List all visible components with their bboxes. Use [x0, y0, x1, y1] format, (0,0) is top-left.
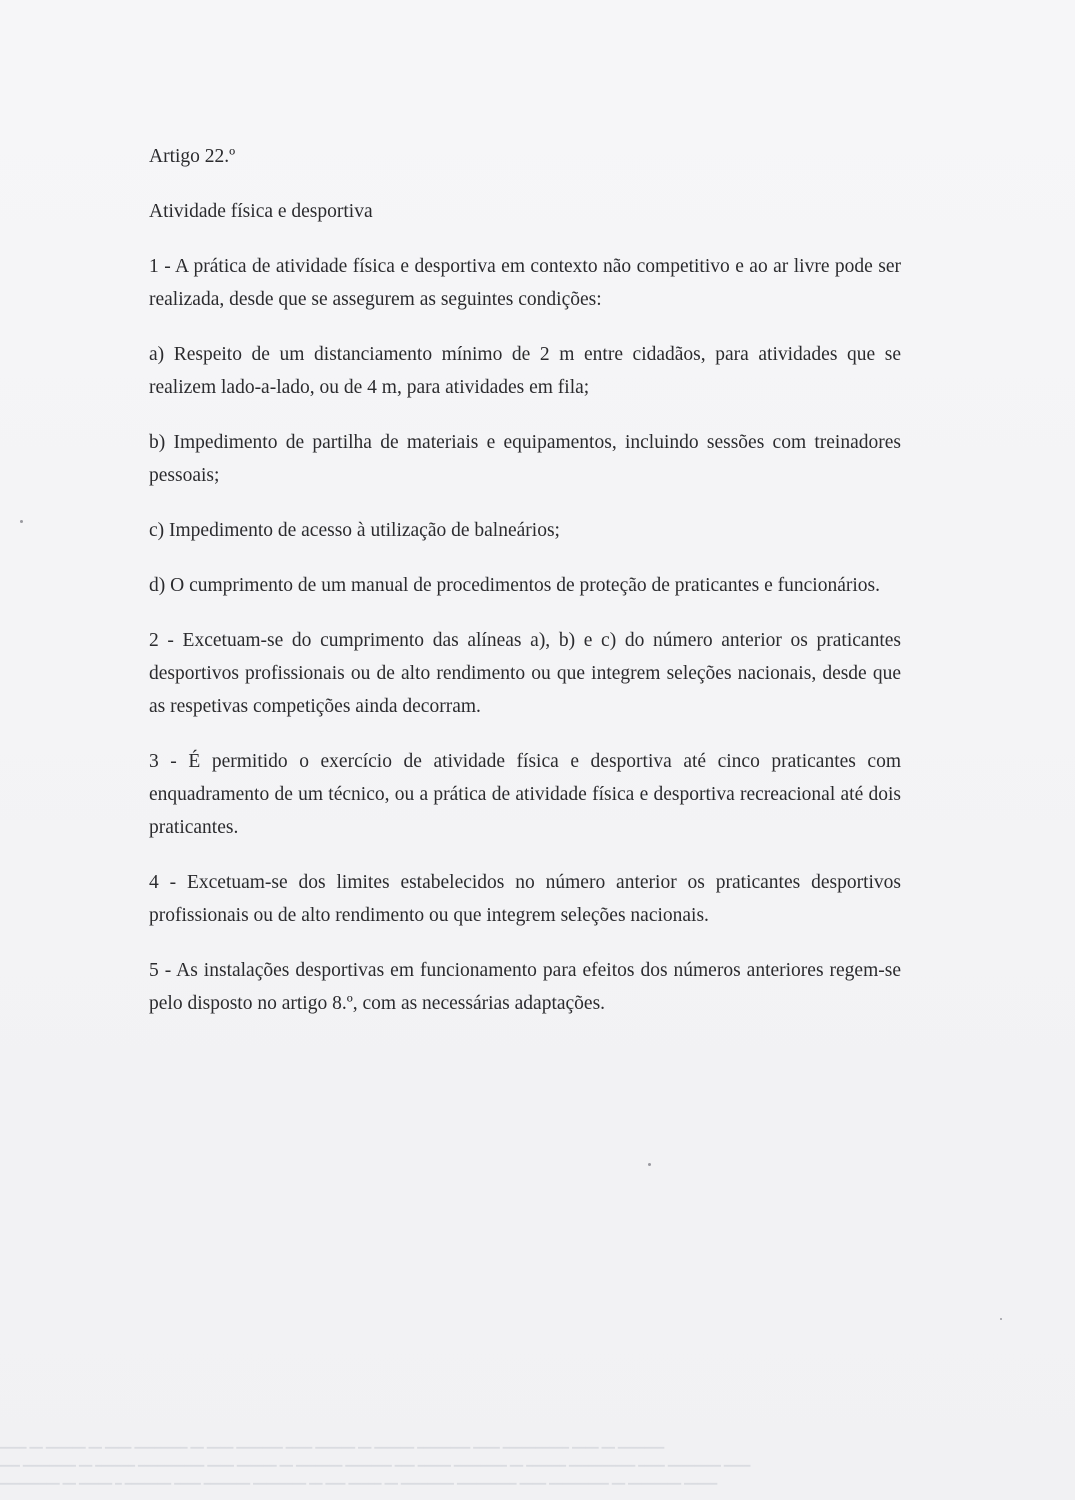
item-b: b) Impedimento de partilha de materiais e equipamentos, incluindo sessões com treinadores pessoais; [149, 432, 901, 486]
scan-speck [1000, 1318, 1002, 1320]
scan-speck [648, 1163, 651, 1166]
paragraph-1: 1 - A prática de atividade física e desportiva em contexto não competitivo e ao ar livre pode ser realizada, desde que se assegurem as seguintes condições: [149, 256, 901, 310]
article-body [149, 140, 901, 1042]
paragraph-5: 5 - As instalações desportivas em funcionamento para efeitos dos números anteriores regem-se pelo disposto no artigo 8.º, com as necessárias adaptações. [149, 960, 901, 1014]
item-c: c) Impedimento de acesso à utilização de balneários; [149, 520, 560, 541]
item-d: d) O cumprimento de um manual de procedimentos de proteção de praticantes e funcionários. [149, 575, 880, 596]
bleed-through-texture: ━━━━━━━━━ ━━ ━━━━━ ━ ━━━━━━━ ━━━━ ━━━━━━━ ━━━━━━━━ ━━ ━━━ ━━━━━ ━━ ━━━━━━━━ ━━━━━━━━━ ━━━━ ━━━━━━━━━ ━━ ━━━━━━━━ ━━━━━ [0, 1477, 718, 1489]
scan-speck [20, 520, 23, 523]
paragraph-4: 4 - Excetuam-se dos limites estabelecidos no número anterior os praticantes desportivos profissionais ou de alto rendimento ou que integrem seleções nacionais. [149, 872, 901, 926]
paragraph-3: 3 - É permitido o exercício de atividade física e desportiva até cinco praticantes com enquadramento de um técnico, ou a prática de atividade física e desportiva recreacional até dois praticantes. [149, 751, 901, 838]
bleed-through-texture: ━━━ ━━━━━━━━ ━━ ━━━━━━ ━━━━━━━━━━ ━━━━ ━━━━━━ ━━ ━━━━━━━ ━━━━━━━ ━━━ ━━━━━ ━━━━━━━━ ━━ ━━━━━━ ━━━━━━━━━━ ━━━━ ━━━━━━━━ ━━━━ [0, 1459, 751, 1471]
article-title: Atividade física e desportiva [149, 201, 373, 222]
paragraph-2: 2 - Excetuam-se do cumprimento das alíneas a), b) e c) do número anterior os praticantes desportivos profissionais ou de alto rendimento ou que integrem seleções nacionais, desde que as respetivas competições ainda decorram. [149, 630, 901, 717]
item-a: a) Respeito de um distanciamento mínimo de 2 m entre cidadãos, para atividades que se realizem lado-a-lado, ou de 4 m, para atividades em fila; [149, 344, 901, 398]
bleed-through-texture: ━━━━ ━━ ━━━━━━ ━━ ━━━━ ━━━━━━━━ ━━ ━━━━ ━━━━━━━ ━━━━ ━━━━━━ ━━ ━━━━━━ ━━━━━━━━ ━━━━ ━━━━━━━━━━ ━━━━ ━━ ━━━━━━━ [0, 1441, 665, 1453]
article-number: Artigo 22.º [149, 146, 236, 167]
